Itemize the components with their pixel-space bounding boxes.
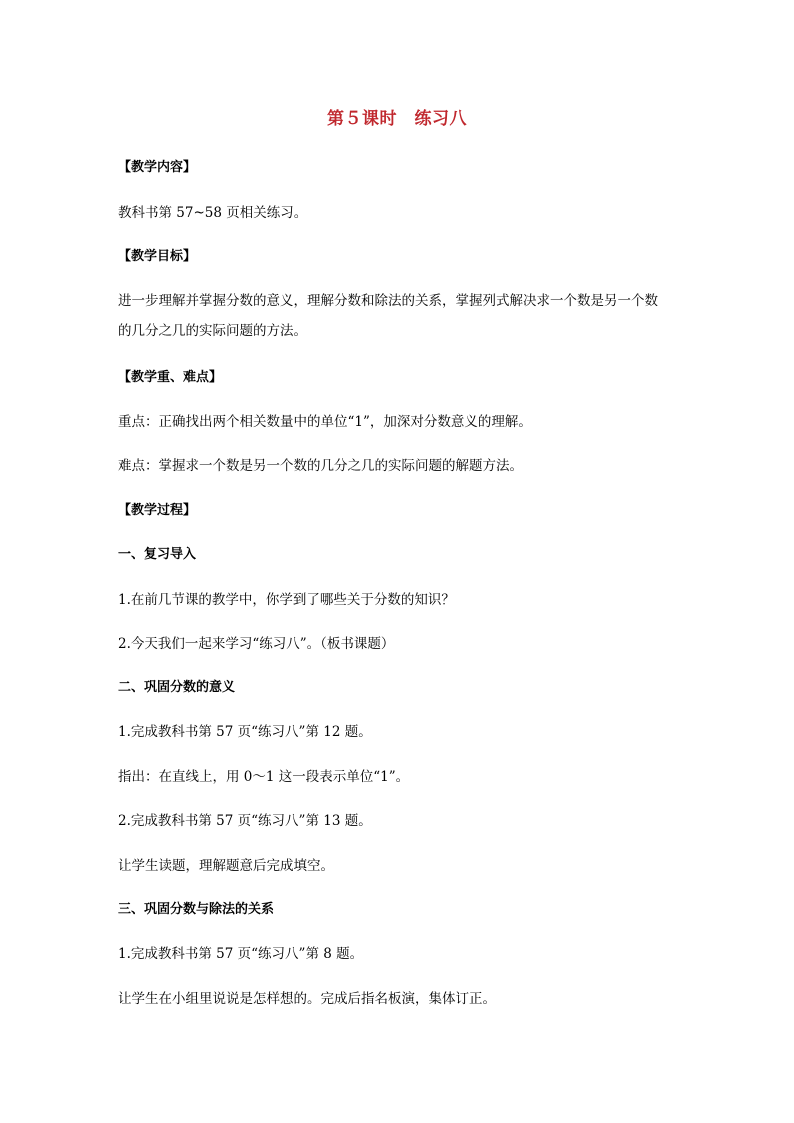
paragraph-text: 让学生在小组里说说是怎样想的。完成后指名板演，集体订正。 bbox=[118, 991, 496, 1007]
subsection-heading: 二、巩固分数的意义 bbox=[118, 680, 236, 695]
paragraph-text: 2.完成教科书第 57 页“练习八”第 13 题。 bbox=[118, 813, 372, 829]
paragraph-text: 指出：在直线上，用 0～1 这一段表示单位“1”。 bbox=[118, 769, 410, 785]
paragraph-text: 1.在前几节课的教学中，你学到了哪些关于分数的知识？ bbox=[118, 592, 455, 608]
section-heading-content: 【教学内容】 bbox=[118, 160, 197, 175]
paragraph-text: 教科书第 57~58 页相关练习。 bbox=[118, 205, 308, 221]
page-title: 第５课时 练习八 bbox=[327, 109, 467, 129]
paragraph-text: 的几分之几的实际问题的方法。 bbox=[118, 323, 307, 339]
section-heading-goals: 【教学目标】 bbox=[118, 249, 197, 264]
subsection-heading: 一、复习导入 bbox=[118, 547, 197, 562]
section-heading-process: 【教学过程】 bbox=[118, 503, 197, 518]
paragraph-text: 2.今天我们一起来学习“练习八”。（板书课题） bbox=[118, 636, 395, 652]
paragraph-text: 1.完成教科书第 57 页“练习八”第 8 题。 bbox=[118, 946, 364, 962]
paragraph-text: 进一步理解并掌握分数的意义，理解分数和除法的关系，掌握列式解决求一个数是另一个数 bbox=[118, 293, 658, 309]
paragraph-text: 让学生读题，理解题意后完成填空。 bbox=[118, 858, 334, 874]
subsection-heading: 三、巩固分数与除法的关系 bbox=[118, 902, 275, 917]
paragraph-text: 1.完成教科书第 57 页“练习八”第 12 题。 bbox=[118, 724, 372, 740]
section-heading-keypoints: 【教学重、难点】 bbox=[118, 370, 223, 385]
paragraph-text: 重点：正确找出两个相关数量中的单位“1”，加深对分数意义的理解。 bbox=[118, 414, 532, 430]
paragraph-text: 难点：掌握求一个数是另一个数的几分之几的实际问题的解题方法。 bbox=[118, 458, 523, 474]
